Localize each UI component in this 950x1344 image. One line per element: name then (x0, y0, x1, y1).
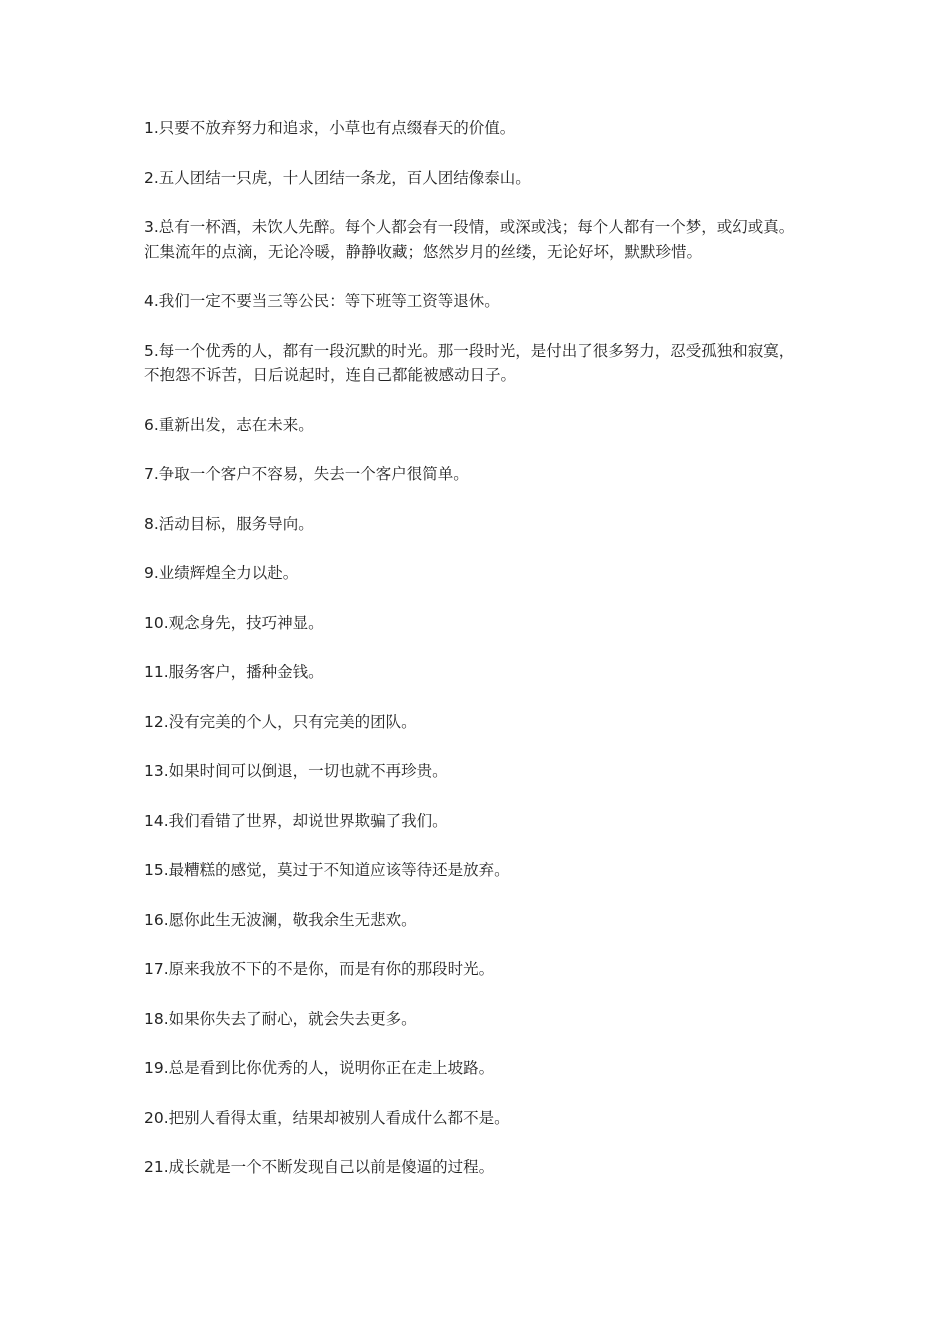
document-body (144, 116, 804, 1205)
paragraph-19: 19.总是看到比你优秀的人，说明你正在走上坡路。 (144, 1059, 495, 1077)
paragraph-18: 18.如果你失去了耐心，就会失去更多。 (144, 1009, 417, 1028)
paragraph-13: 13.如果时间可以倒退，一切也就不再珍贵。 (144, 762, 448, 780)
paragraph-14: 14.我们看错了世界，却说世界欺骗了我们。 (144, 811, 448, 830)
paragraph-15: 15.最糟糕的感觉，莫过于不知道应该等待还是放弃。 (144, 861, 510, 879)
paragraph-7: 7.争取一个客户不容易，失去一个客户很简单。 (144, 465, 469, 483)
paragraph-21: 21.成长就是一个不断发现自己以前是傻逼的过程。 (144, 1158, 495, 1176)
paragraph-3: 3.总有一杯酒，未饮人先醉。每个人都会有一段情，或深或浅；每个人都有一个梦，或幻或真。汇集流年的点滴，无论冷暖，静静收藏；悠然岁月的丝缕，无论好坏，默默珍惜。 (144, 218, 795, 261)
paragraph-1: 1.只要不放弃努力和追求，小草也有点缀春天的价值。 (144, 119, 516, 137)
paragraph-6: 6.重新出发，志在未来。 (144, 415, 314, 434)
paragraph-11: 11.服务客户，播种金钱。 (144, 663, 324, 681)
paragraph-17: 17.原来我放不下的不是你，而是有你的那段时光。 (144, 960, 495, 978)
paragraph-4: 4.我们一定不要当三等公民：等下班等工资等退休。 (144, 292, 500, 310)
paragraph-9: 9.业绩辉煌全力以赴。 (144, 564, 299, 582)
paragraph-8: 8.活动目标，服务导向。 (144, 514, 314, 533)
paragraph-16: 16.愿你此生无波澜，敬我余生无悲欢。 (144, 910, 417, 929)
paragraph-5: 5.每一个优秀的人，都有一段沉默的时光。那一段时光，是付出了很多努力，忍受孤独和寂寞，不抱怨不诉苦，日后说起时，连自己都能被感动日子。 (144, 341, 795, 384)
paragraph-12: 12.没有完美的个人，只有完美的团队。 (144, 712, 417, 731)
paragraph-10: 10.观念身先，技巧神显。 (144, 613, 324, 632)
paragraph-2: 2.五人团结一只虎，十人团结一条龙，百人团结像泰山。 (144, 168, 531, 187)
paragraph-20: 20.把别人看得太重，结果却被别人看成什么都不是。 (144, 1108, 510, 1127)
